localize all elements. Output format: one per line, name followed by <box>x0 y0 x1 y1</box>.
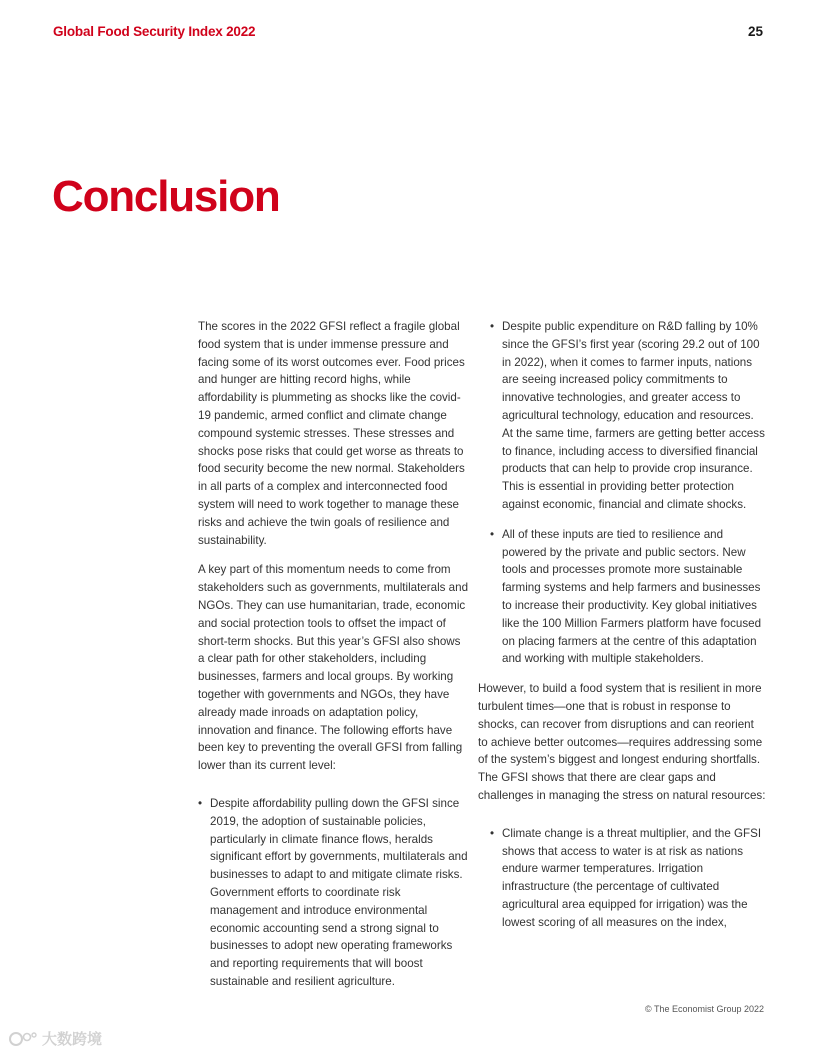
right-column <box>478 318 766 944</box>
header-title: Global Food Security Index 2022 <box>53 24 256 39</box>
shortfalls-paragraph: However, to build a food system that is resilient in more turbulent times—one that is robust in response to shocks, can recover from disruptions and can reorient to achieve better outcomes—requires addressing some of the system’s biggest and longest enduring shortfalls. The GFSI shows that there are clear gaps and challenges in managing the stress on natural resources: <box>478 682 766 802</box>
watermark-logo-icon <box>8 1029 38 1049</box>
watermark-text: 大数跨境 <box>42 1031 103 1048</box>
copyright-notice: © The Economist Group 2022 <box>644 1004 764 1014</box>
left-column <box>198 318 468 1003</box>
intro-paragraph: The scores in the 2022 GFSI reflect a fragile global food system that is under immense pressure and facing some of its worst outcomes ever. Food prices and hunger are hitting record highs, while affordability is plummeting as shocks like the covid-19 pandemic, armed conflict and climate change compound systemic stresses. These stresses and shocks pose risks that could get worse as threats to food security become the new normal. Stakeholders in all parts of a complex and interconnected food system will need to work together to manage these risks and achieve the twin goals of resilience and sustainability. <box>198 320 465 547</box>
left-bullet-list <box>198 795 468 991</box>
list-item: • Despite affordability pulling down the GFSI since 2019, the adoption of sustainable policies, particularly in climate finance flows, heralds significant effort by governments, multilaterals and businesses to adapt to and mitigate climate risks. Government efforts to coordinate risk management and introduce environmental economic accounting send a strong signal to businesses to adopt new operating frameworks and reporting requirements that will boost sustainable and resilient agriculture. <box>198 795 468 991</box>
list-item: • Climate change is a threat multiplier, and the GFSI shows that access to water is at risk as nations endure warmer temperatures. Irrigation infrastructure (the percentage of cultivated agricultural area equipped for irrigation) was the lowest scoring of all measures on the index, <box>490 825 766 932</box>
watermark <box>8 1028 102 1049</box>
list-item: • All of these inputs are tied to resilience and powered by the private and public sectors. New tools and processes promote more sustainable farming systems and help farmers and businesses to increase their productivity. Key global initiatives like the 100 Million Farmers platform have focused on placing farmers at the centre of this adaptation and working with multiple stakeholders. <box>490 526 766 668</box>
page-title: Conclusion <box>52 172 280 221</box>
list-item: • Despite public expenditure on R&D falling by 10% since the GFSI’s first year (scoring 29.2 out of 100 in 2022), when it comes to farmer inputs, nations are seeing increased policy commitments to innovative technologies, and greater access to agricultural technology, education and resources. At the same time, farmers are getting better access to finance, including access to diversified financial products that can help to provide crop insurance. This is essential in providing better protection against economic, financial and climate shocks. <box>490 318 766 514</box>
right-bullet-list-top <box>490 318 766 668</box>
right-bullet-list-bottom <box>490 825 766 932</box>
stakeholders-paragraph: A key part of this momentum needs to come from stakeholders such as governments, multilaterals and NGOs. They can use humanitarian, trade, economic and social protection tools to offset the impact of short-term shocks. But this year’s GFSI also shows a clear path for other stakeholders, including businesses, farmers and local groups. By working together with governments and NGOs, they have already made inroads on adaptation policy, innovation and finance. The following efforts have been key to preventing the overall GFSI from falling lower than its current level: <box>198 563 469 773</box>
page-number: 25 <box>747 24 763 39</box>
